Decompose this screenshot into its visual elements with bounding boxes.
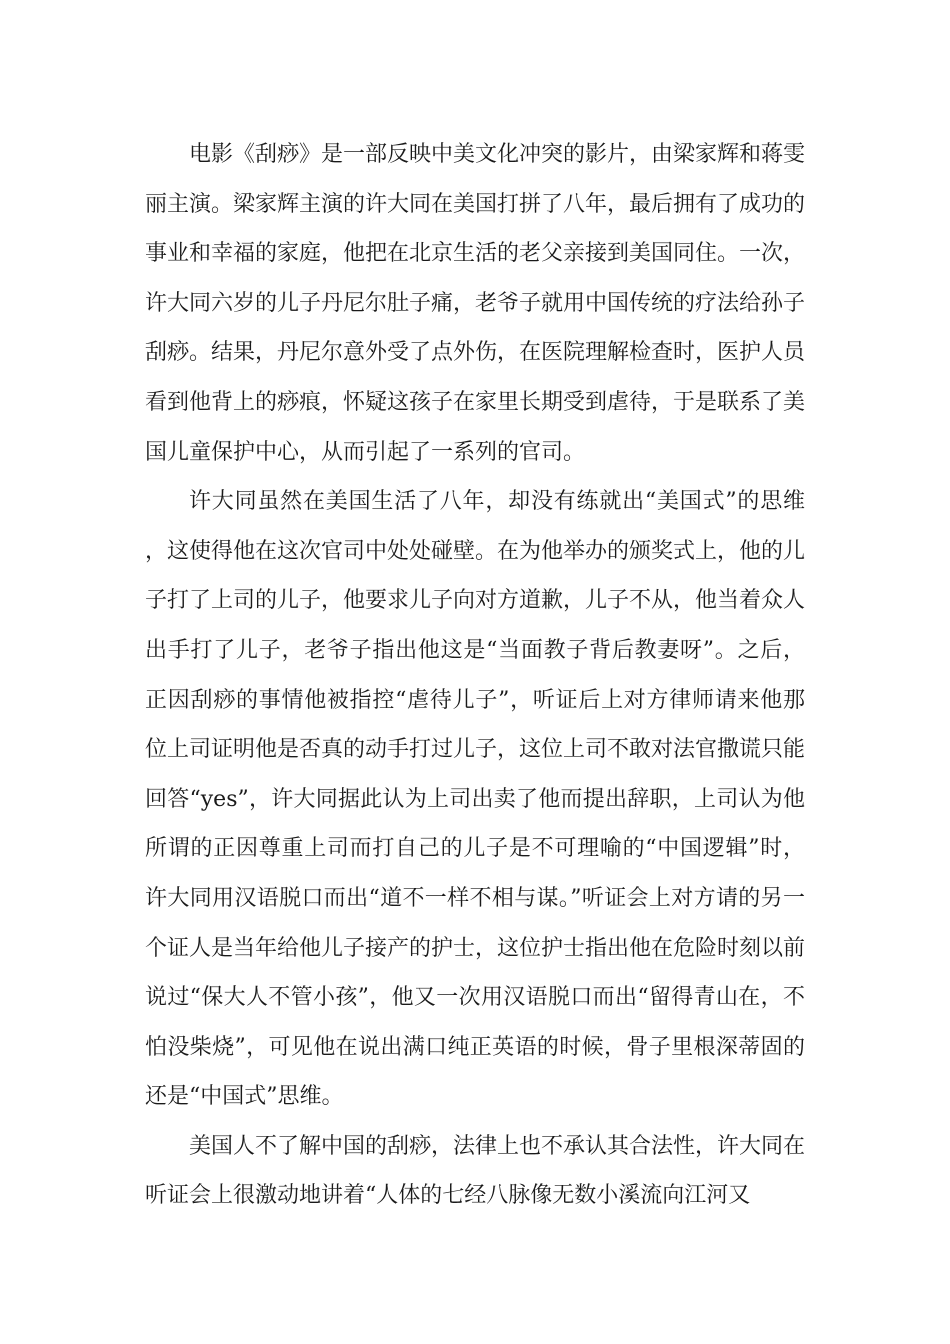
paragraph-2: 许大同虽然在美国生活了八年，却没有练就出“美国式”的思维，这使得他在这次官司中处处碰壁。在为他举办的颁奖式上，他的儿子打了上司的儿子，他要求儿子向对方道歉，儿子不从，他当着众人出手打了儿子，老爷子指出他这是“当面教子背后教妻呀”。之后，正因刮痧的事情他被指控“虐待儿子”，听证后上对方律师请来他那位上司证明他是否真的动手打过儿子，这位上司不敢对法官撒谎只能回答“yes”，许大同据此认为上司出卖了他而提出辞职，上司认为他所谓的正因尊重上司而打自己的儿子是不可理喻的“中国逻辑”时，许大同用汉语脱口而出“道不一样不相与谋。”听证会上对方请的另一个证人是当年给他儿子接产的护士，这位护士指出他在危险时刻以前说过“保大人不管小孩”，他又一次用汉语脱口而出“留得青山在，不怕没柴烧”，可见他在说出满口纯正英语的时候，骨子里根深蒂固的还是“中国式”思维。 <box>145 489 806 1110</box>
document-body <box>145 130 805 1221</box>
paragraph-3: 美国人不了解中国的刮痧，法律上也不承认其合法性，许大同在听证会上很激动地讲着“人体的七经八脉像无数小溪流向江河又 <box>145 1133 806 1209</box>
paragraph-1: 电影《刮痧》是一部反映中美文化冲突的影片，由梁家辉和蒋雯丽主演。梁家辉主演的许大同在美国打拼了八年，最后拥有了成功的事业和幸福的家庭，他把在北京生活的老父亲接到美国同住。一次，许大同六岁的儿子丹尼尔肚子痛，老爷子就用中国传统的疗法给孙子刮痧。结果，丹尼尔意外受了点外伤，在医院理解检查时，医护人员看到他背上的痧痕，怀疑这孩子在家里长期受到虐待，于是联系了美国儿童保护中心，从而引起了一系列的官司。 <box>145 142 806 465</box>
